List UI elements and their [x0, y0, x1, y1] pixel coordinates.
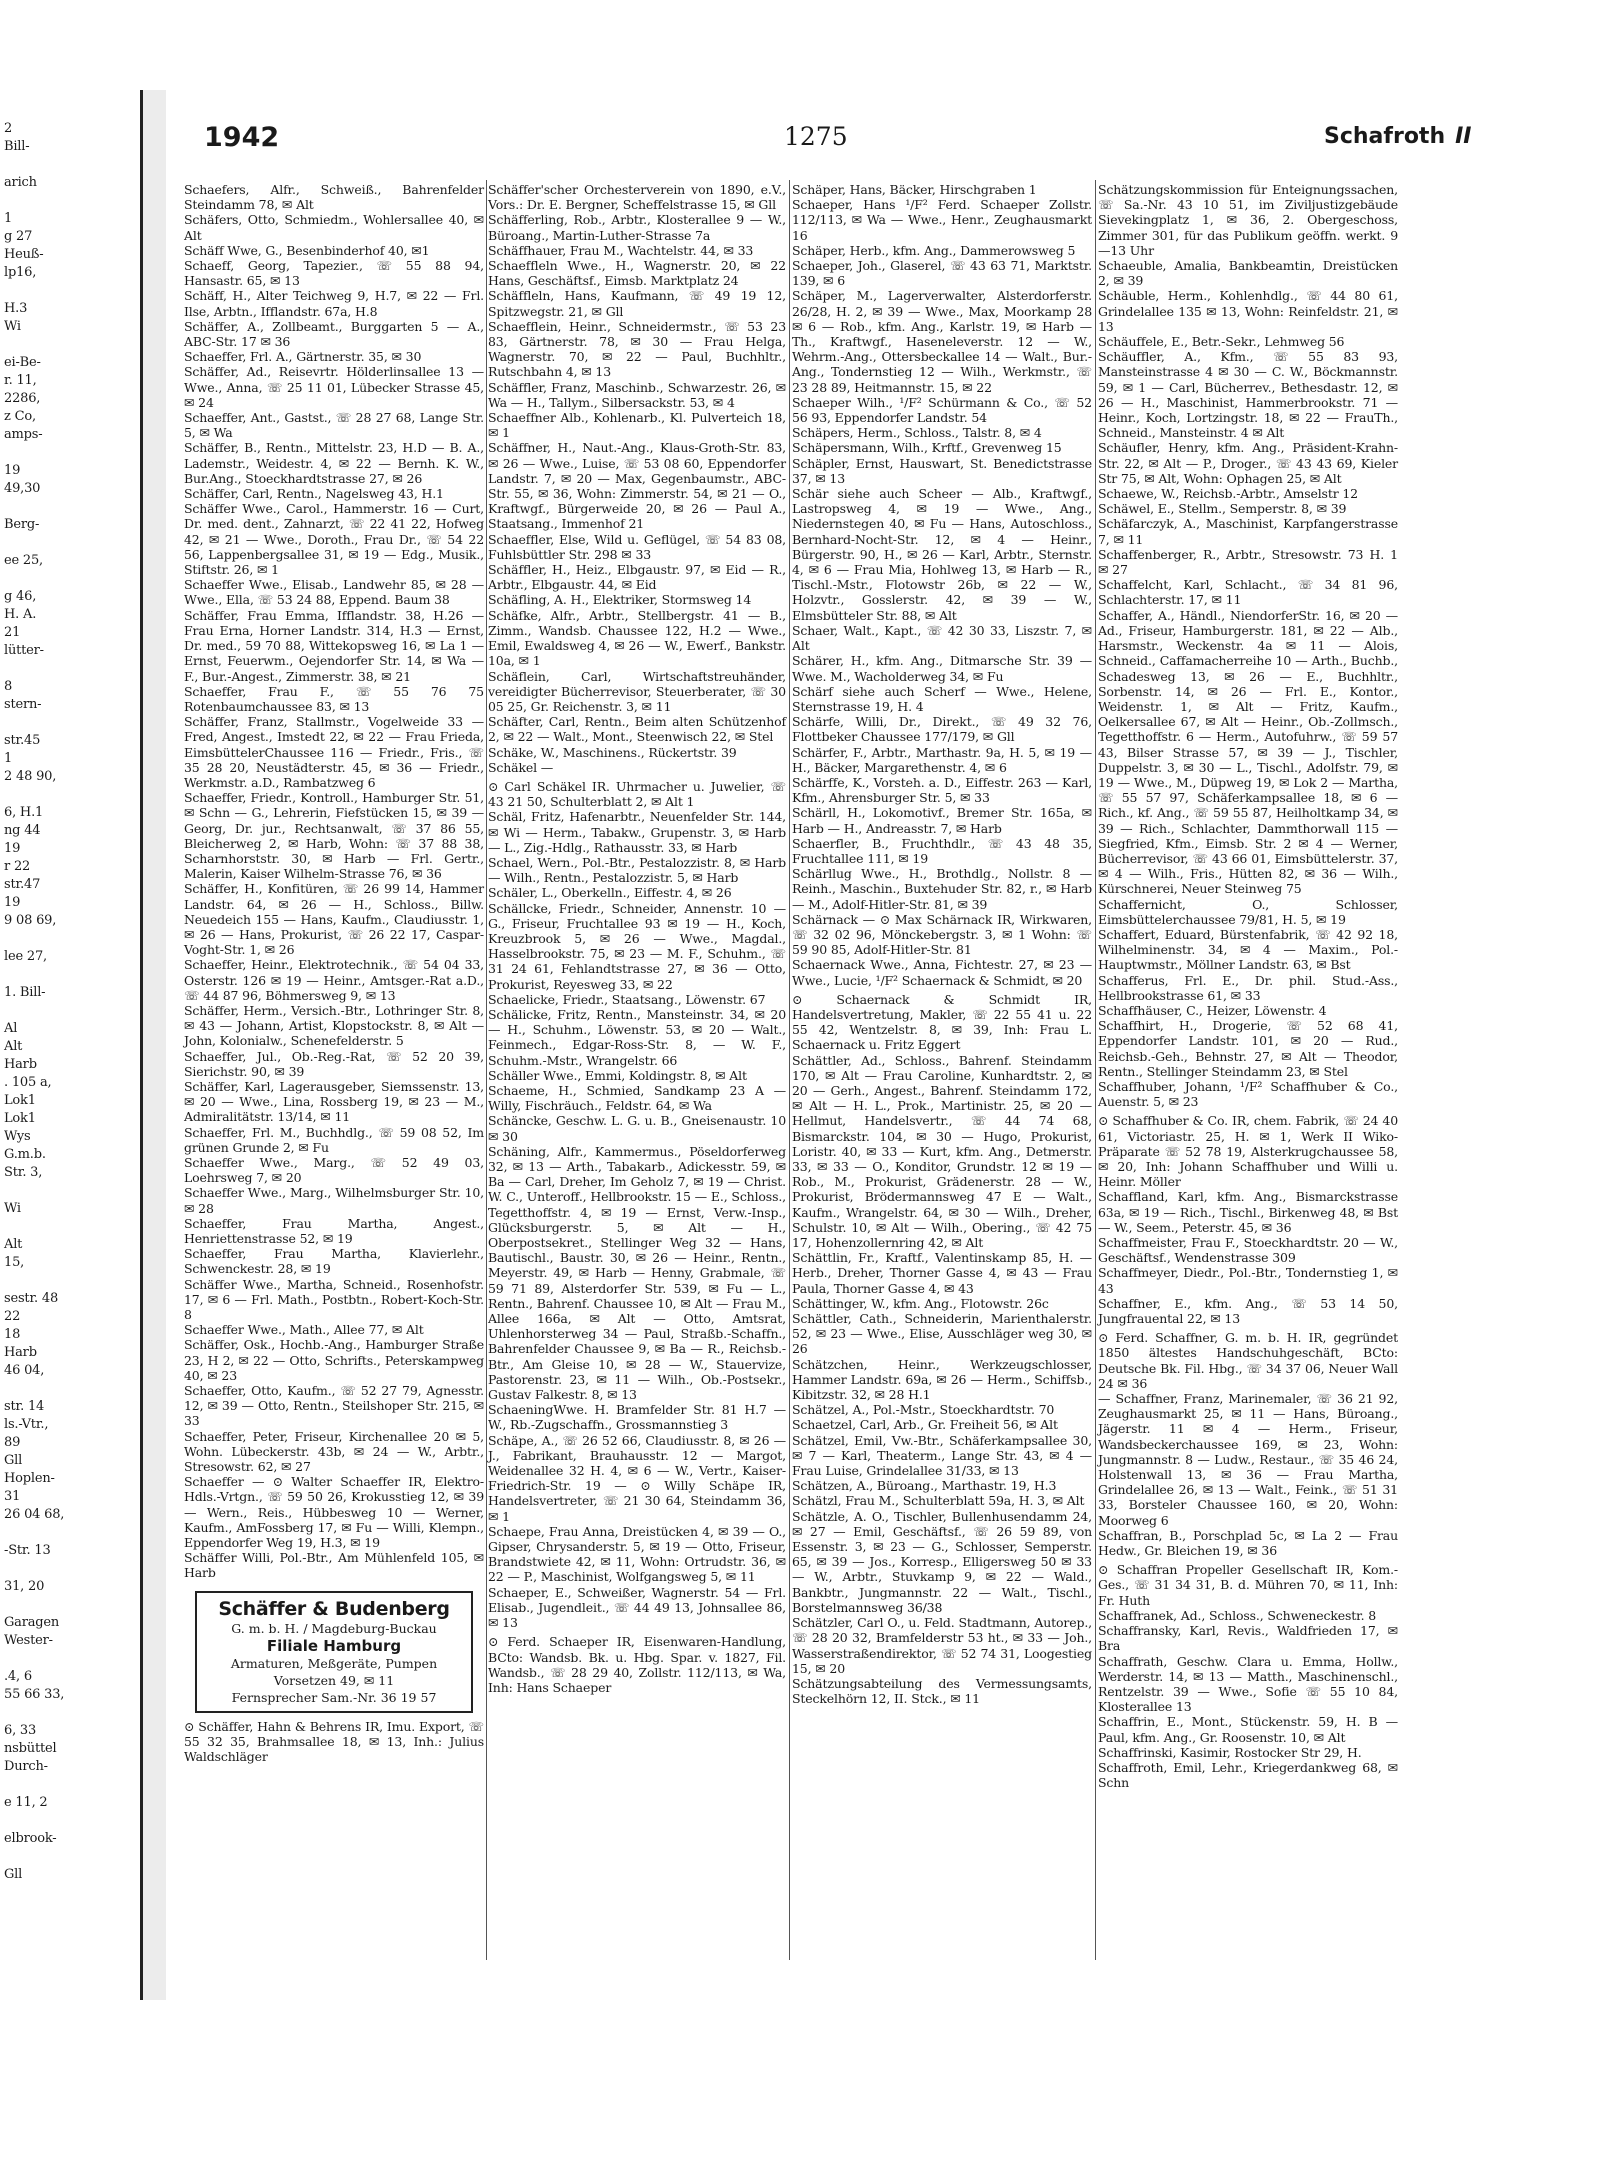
adjacent-page-line: 6, H.1 — [4, 805, 44, 820]
adjacent-page-line: 2 48 90, — [4, 769, 57, 784]
directory-entry: Schaffranek, Ad., Schloss., Schweneckestr. 8 — [1098, 1607, 1377, 1623]
running-head-name: Schafroth — [1324, 124, 1446, 149]
adjacent-page-line: g 27 — [4, 229, 33, 244]
adjacent-page-line: 22 — [4, 1309, 21, 1324]
directory-entry: Schaeffer, Heinr., Elektrotechnik., ☏ 54 04 33, Osterstr. 126 ✉ 19 — Heinr., Amtsger.-Rat a.D., ☏ 44 87 96, Böhmersweg 9, ✉ 13 — [184, 957, 484, 1003]
adjacent-page-line: e 11, 2 — [4, 1795, 48, 1810]
directory-entry: Schäfers, Otto, Schmiedm., Wohlersallee 40, ✉ Alt — [184, 212, 484, 243]
adjacent-page-line: str.45 — [4, 733, 41, 748]
directory-entry: Schäffer Wwe., Martha, Schneid., Rosenhofstr. 17, ✉ 6 — Frl. Math., Postbtn., Robert-Koch-Str. 8 — [184, 1276, 484, 1323]
directory-entry: Schäffer'scher Orchesterverein von 1890, e.V., Vors.: Dr. E. Bergner, Scheffelstrasse 15, ✉ Gll — [488, 182, 786, 213]
directory-entry: Schäffleln, Hans, Kaufmann, ☏ 49 19 12, Spitzwegstr. 21, ✉ Gll — [488, 288, 786, 319]
directory-entry: Schätzel, A., Pol.-Mstr., Stoeckhardtstr. 70 — [792, 1402, 1055, 1418]
adjacent-page-line: 19 — [4, 463, 21, 478]
directory-entry: Schäffer, Carl, Rentn., Nagelsweg 43, H.1 — [184, 486, 444, 502]
ad-title: Schäffer & Budenberg — [218, 1597, 450, 1620]
directory-entry: Schäffler, H., Heiz., Elbgaustr. 97, ✉ Eid — R., Arbtr., Elbgaustr. 44, ✉ Eid — [488, 562, 786, 593]
directory-entry: Schaeffer Wwe., Math., Allee 77, ✉ Alt — [184, 1322, 424, 1338]
directory-entry: Schäffer, A., Zollbeamt., Burggarten 5 — A., ABC-Str. 17 ✉ 36 — [184, 318, 484, 350]
directory-entry: Schaeffer, Frau Martha, Angest., Henriettenstrasse 52, ✉ 19 — [184, 1215, 484, 1247]
adjacent-page-line: Harb — [4, 1057, 37, 1072]
adjacent-page-line: H.3 — [4, 301, 28, 316]
directory-entry: ⊙ Schäffer, Hahn & Behrens IR, Imu. Export, ☏ 55 32 35, Brahmsallee 18, ✉ 13, Inh.: Julius Waldschläger — [184, 1718, 484, 1765]
directory-entry: Schäfke, Alfr., Arbtr., Stellbergstr. 41 — B., Zimm., Wandsb. Chaussee 122, H.2 — Wwe., Emil, Ewaldsweg 4, ✉ 26 — W., Ewerf., Bankstr. 10a, ✉ 1 — [488, 607, 786, 669]
adjacent-page-line: Bill- — [4, 139, 30, 154]
adjacent-page-line: Str. 3, — [4, 1165, 43, 1180]
directory-entry: Schärnack — ⊙ Max Schärnack IR, Wirkwaren, ☏ 32 02 96, Mönckebergstr. 3, ✉ 1 Wohn: ☏ 59 90 85, Adolf-Hitler-Str. 81 — [792, 911, 1092, 958]
directory-entry: Schaeper, E., Schweißer, Wagnerstr. 54 — Frl. Elisab., Jugendleit., ☏ 44 49 13, Johnsallee 86, ✉ 13 — [488, 1584, 786, 1631]
running-head-volume: II — [1455, 124, 1472, 149]
adjacent-page-line: Wi — [4, 319, 21, 334]
adjacent-page-line: ng 44 — [4, 823, 41, 838]
directory-entry: Schärer, H., kfm. Ang., Ditmarsche Str. 39 — Wwe. M., Wacholderweg 34, ✉ Fu — [792, 653, 1092, 684]
column-3 — [792, 182, 1092, 1962]
directory-entry: Schäpe, A., ☏ 26 52 66, Claudiusstr. 8, ✉ 26 — J., Fabrikant, Brauhausstr. 12 — Margot, Weidenallee 32 H. 4, ✉ 6 — W., Vertr., Kaiser-Friedrich-Str. 19 — ⊙ Willy Schäpe IR, Handelsvertreter, ☏ 21 30 64, Steindamm 36, ✉ 1 — [488, 1432, 786, 1524]
directory-entry: Schättler, Cath., Schneiderin, Marienthalerstr. 52, ✉ 23 — Wwe., Elise, Ausschläger weg 30, ✉ 26 — [792, 1311, 1092, 1357]
directory-entry: Schaeff, Georg, Tapezier., ☏ 55 88 94, Hansastr. 65, ✉ 13 — [184, 258, 484, 289]
adjacent-page-line: Alt — [4, 1039, 23, 1054]
directory-entry: Schaffland, Karl, kfm. Ang., Bismarckstrasse 63a, ✉ 19 — Rich., Tischl., Birkenweg 48, ✉ Bst — W., Seem., Peterstr. 45, ✉ 36 — [1098, 1189, 1398, 1235]
directory-entry: Schättler, Ad., Schloss., Bahrenf. Steindamm 170, ✉ Alt — Frau Caroline, Kunhardtstr. 2, ✉ 20 — Gerh., Angest., Bahrenf. Steindamm 172, ✉ Alt — H. L., Prok., Martinistr. 25, ✉ 20 — Hellmut, Handelsvertr., ☏ 44 74 68, Bismarckstr. 104, ✉ 30 — Hugo, Prokurist, Loristr. 40, ✉ 33 — Kurt, kfm. Ang., Detmerstr. 33, ✉ 33 — O., Konditor, Grundstr. 12 ✉ 19 — Rob., M., Prokurist, Grädenerstr. 28 — W., Prokurist, Brödermannsweg 47 E — Walt., Kaufm., Wrangelstr. 64, ✉ 30 — Wilh., Dreher, Schulstr. 10, ✉ Alt — Wilh., Obering., ☏ 42 75 17, Hohenzollernring 42, ✉ Alt — [792, 1052, 1092, 1251]
adjacent-page-line: elbrook- — [4, 1831, 57, 1846]
adjacent-page-line: 2 — [4, 121, 13, 136]
directory-entry: Schaernack Wwe., Anna, Fichtestr. 27, ✉ 23 — Wwe., Lucie, ¹/F² Schaernack & Schmidt, ✉ 20 — [792, 957, 1092, 988]
adjacent-page-line: Al — [4, 1021, 18, 1036]
directory-entry: Schärf siehe auch Scherf — Wwe., Helene, Sternstrasse 19, H. 4 — [792, 683, 1092, 714]
directory-entry: Schäpler, Ernst, Hauswart, St. Benedictstrasse 37, ✉ 13 — [792, 455, 1092, 486]
adjacent-page-line: Garagen — [4, 1615, 60, 1630]
adjacent-page-line: 31 — [4, 1489, 21, 1504]
directory-entry: Schätzchen, Heinr., Werkzeugschlosser, Hammer Landstr. 69a, ✉ 26 — Herm., Schiffsb., Kibitzstr. 32, ✉ 28 H.1 — [792, 1356, 1092, 1403]
directory-entry: Schaffer, A., Händl., NiendorferStr. 16, ✉ 20 — Ad., Friseur, Hamburgerstr. 181, ✉ 22 — Alb., Harsmstr., Weckenstr. 4a ✉ 11 — Alois, Schneid., Caffamacherreihe 10 — Arth., Buchb., Schadesweg 13, ✉ 26 — E., Buchhltr., Sorbenstr. 14, ✉ 26 — Frl. E., Kontor., Weidenstr. 1, ✉ Alt — Fritz, Kaufm., Oelkersallee 67, ✉ Alt — Heinr., Ob.-Zollmsch., Tegetthoffstr. 6 — Herm., Autofuhrw., ☏ 59 57 43, Bilser Strasse 57, ✉ 39 — J., Tischler, Duppelstr. 3, ✉ 30 — L., Tischl., Adolfstr. 79, ✉ 19 — Wwe., M., Düpweg 19, ✉ Lok 2 — Martha, ☏ 55 57 97, Schäferkampsallee 18, ✉ 6 — Rich., kf. Ang., ☏ 59 55 87, Heilholtkamp 34, ✉ 39 — Rich., Schlachter, Dammthorwall 115 — Siegfried, Kfm., Eimsb. Str. 2 ✉ 4 — Werner, Bücherrevisor, ☏ 43 66 01, Eimsbüttelerstr. 37, ✉ 4 — Wilh., Fris., Hütten 82, ✉ 36 — Wilh., Kürschnerei, Neuer Steinweg 75 — [1098, 607, 1398, 897]
adjacent-page-line: ee 25, — [4, 553, 43, 568]
adjacent-page-line: 55 66 33, — [4, 1687, 65, 1702]
directory-entry: Schaffrath, Geschw. Clara u. Emma, Hollw., Werderstr. 14, ✉ 13 — Matth., Maschinenschl., Rentzelstr. 39 — Wwe., Sofie ☏ 55 10 84, Klosterallee 13 — [1098, 1653, 1398, 1715]
adjacent-page-line: 1 — [4, 751, 13, 766]
directory-entry: Schaffenberger, R., Arbtr., Stresowstr. 73 H. 1 ✉ 27 — [1098, 546, 1398, 578]
adjacent-page-line: Gll — [4, 1867, 23, 1882]
directory-entry: Schäffer Wwe., Carol., Hammerstr. 16 — Curt, Dr. med. dent., Zahnarzt, ☏ 22 41 22, Hofweg 42, ✉ 21 — Wwe., Doroth., Frau Dr., ☏ 54 22 56, Lappenbergsallee 31, ✉ 19 — Edg., Musik., Stiftstr. 26, ✉ 1 — [184, 501, 484, 578]
directory-entry: Schätzen, A., Büroang., Marthastr. 19, H.3 — [792, 1478, 1057, 1494]
directory-entry: Schaeffer, Otto, Kaufm., ☏ 52 27 79, Agnesstr. 12, ✉ 39 — Otto, Rentn., Steilshoper Str. 215, ✉ 33 — [184, 1383, 484, 1429]
adjacent-page-line: sestr. 48 — [4, 1291, 59, 1306]
directory-entry: Schaeuble, Amalia, Bankbeamtin, Dreistücken 2, ✉ 39 — [1098, 258, 1398, 289]
directory-entry: Schäffer, H., Konfitüren, ☏ 26 99 14, Hammer Landstr. 64, ✉ 26 — H., Schloss., Billw. Neuedeich 155 — Hans, Kaufm., Claudiusstr. 1, ✉ 26 — Hans, Prokurist, ☏ 26 22 17, Caspar-Voght-Str. 1, ✉ 26 — [184, 881, 484, 958]
directory-entry: Schaffrinski, Kasimir, Rostocker Str 29, H. — [1098, 1744, 1362, 1760]
adjacent-page-line: Heuß- — [4, 247, 44, 262]
directory-entry: Schaeffer Wwe., Elisab., Landwehr 85, ✉ 28 — Wwe., Ella, ☏ 53 24 88, Eppend. Baum 38 — [184, 577, 484, 608]
directory-entry: Schaeffer, Frau F., ☏ 55 76 75 Rotenbaumchaussee 83, ✉ 13 — [184, 683, 484, 714]
adjacent-page-line: 19 — [4, 841, 21, 856]
directory-entry: Schaffhäuser, C., Heizer, Löwenstr. 4 — [1098, 1002, 1327, 1018]
adjacent-page-line: 21 — [4, 625, 21, 640]
directory-entry: Schäfarczyk, A., Maschinist, Karpfangerstrasse 7, ✉ 11 — [1098, 516, 1398, 547]
directory-entry: Schaeffer — ⊙ Walter Schaeffer IR, Elektro-Hdls.-Vrtgn., ☏ 59 50 26, Krokusstieg 12, ✉ 39 — Wern., Reis., Hübbesweg 10 — Werner, Kaufm., AmFossberg 17, ✉ Fu — Willi, Klempn., Eppendorfer Weg 19, H.3, ✉ 19 — [184, 1474, 484, 1551]
directory-entry: Schäkel — — [488, 759, 554, 775]
directory-entry: Schaewe, W., Reichsb.-Arbtr., Amselstr 12 — [1098, 486, 1358, 502]
directory-entry: Schaffert, Eduard, Bürstenfabrik, ☏ 42 92 18, Wilhelminenstr. 34, ✉ 4 — Maxim., Pol.-Hauptwmstr., Möllner Landstr. 63, ✉ Bst — [1098, 926, 1398, 973]
adjacent-page-line: str. 14 — [4, 1399, 45, 1414]
directory-entry: ⊙ Schaffhuber & Co. IR, chem. Fabrik, ☏ 24 40 61, Victoriastr. 25, H. ✉ 1, Werk II Wiko-Präparate ☏ 52 78 19, Alsterkrugchaussee 58, ✉ 20, Inh: Johann Schaffhuber und Willi u. Heinr. Möller — [1098, 1113, 1398, 1190]
directory-entry: Schärll, H., Lokomotivf., Bremer Str. 165a, ✉ Harb — H., Andreasstr. 7, ✉ Harb — [792, 805, 1092, 836]
adjacent-page-line: G.m.b. — [4, 1147, 46, 1162]
directory-entry: Schaffelcht, Karl, Schlacht., ☏ 34 81 96, Schlachterstr. 17, ✉ 11 — [1098, 577, 1398, 608]
adjacent-page-line: -Str. 13 — [4, 1543, 51, 1558]
adjacent-page-line: arich — [4, 175, 37, 190]
directory-entry: Schäffer, Herm., Versich.-Btr., Lothringer Str. 8, ✉ 43 — Johann, Artist, Klopstockstr. 8, ✉ Alt — John, Kolonialw., Schenefelderstr. 5 — [184, 1002, 484, 1049]
directory-entry: Schaeffler, Else, Wild u. Geflügel, ☏ 54 83 08, Fuhlsbüttler Str. 298 ✉ 33 — [488, 531, 786, 562]
directory-entry: Schärfer, F., Arbtr., Marthastr. 9a, H. 5, ✉ 19 — H., Bäcker, Margarethenstr. 4, ✉ 6 — [792, 744, 1092, 775]
directory-entry: Schaeme, H., Schmied, Sandkamp 23 A — Willy, Fischräuch., Feldstr. 64, ✉ Wa — [488, 1082, 786, 1114]
adjacent-page-line: 31, 20 — [4, 1579, 45, 1594]
directory-entry: Schaffran, B., Porschplad 5c, ✉ La 2 — Frau Hedw., Gr. Bleichen 19, ✉ 36 — [1098, 1527, 1398, 1559]
directory-entry: Schätzungskommission für Enteignungssachen, ☏ Sa.-Nr. 43 10 51, im Ziviljustizgebäude Sievekingplatz 1, ✉ 36, 2. Obergeschoss, Zimmer 301, für das Publikum geöffn. werkt. 9—13 Uhr — [1098, 182, 1398, 258]
directory-entry: Schätzle, A. O., Tischler, Bullenhusendamm 24, ✉ 27 — Emil, Geschäftsf., ☏ 26 59 89, von Essenstr. 3, ✉ 23 — G., Schlosser, Semperstr. 65, ✉ 39 — Jos., Korresp., Elligersweg 50 ✉ 33 — W., Arbtr., Stuvkamp 9, ✉ 22 — Wald., Bankbtr., Jungmannstr. 22 — Walt., Tischl., Borstelmannsweg 36/38 — [792, 1508, 1092, 1615]
adjacent-page-line: Durch- — [4, 1759, 48, 1774]
adjacent-page-line: 19 — [4, 895, 21, 910]
adjacent-page-line: ls.-Vtr., — [4, 1417, 49, 1432]
column-entries — [184, 182, 484, 1581]
header-year: 1942 — [204, 122, 280, 153]
directory-entry: Schaffransky, Karl, Revis., Waldfrieden 17, ✉ Bra — [1098, 1623, 1398, 1654]
directory-entry: Schäper, M., Lagerverwalter, Alsterdorferstr. 26/28, H. 2, ✉ 39 — Wwe., Max, Moorkamp 28 ✉ 6 — Rob., kfm. Ang., Karlstr. 19, ✉ Harb — Th., Kraftwgf., Haseneleverstr. 12 — W., Wehrm.-Ang., Ottersbeckallee 14 — Walt., Bur.-Ang., Tondernstieg 12 — Wilh., Werkmstr., ☏ 23 28 89, Heitmannstr. 15, ✉ 22 — [792, 288, 1092, 395]
directory-entry: Schaffmeyer, Diedr., Pol.-Btr., Tondernstieg 1, ✉ 43 — [1098, 1265, 1398, 1296]
adjacent-page-line: 9 08 69, — [4, 913, 57, 928]
adjacent-page-line: 15, — [4, 1255, 25, 1270]
adjacent-page-line: 6, 33 — [4, 1723, 37, 1738]
adjacent-page-line: lütter- — [4, 643, 44, 658]
column-tail — [184, 1719, 484, 1765]
directory-entry: Schär siehe auch Scheer — Alb., Kraftwgf., Lastropsweg 4, ✉ 19 — Wwe., Ang., Niedernstegen 40, ✉ Fu — Hans, Autoschloss., Bernhard-Nocht-Str. 12, ✉ 4 — Heinr., Bürgerstr. 90, H., ✉ 26 — Karl, Arbtr., Sternstr. 4, ✉ 6 — Frau Mia, Hohlweg 13, ✉ Harb — R., Tischl.-Mstr., Flotowstr 26b, ✉ 22 — W., Holzvtr., Gosslerstr. 42, ✉ 39 — W., Elmsbütteler Str. 88, ✉ Alt — [792, 486, 1092, 623]
directory-entry: Schaeffleln Wwe., H., Wagnerstr. 20, ✉ 22 Hans, Geschäftsf., Eimsb. Marktplatz 24 — [488, 258, 786, 289]
directory-entry: Schärffe, K., Vorsteh. a. D., Eiffestr. 263 — Karl, Kfm., Ahrensburger Str. 5, ✉ 33 — [792, 774, 1092, 806]
directory-entry: Schael, Wern., Pol.-Btr., Pestalozzistr. 8, ✉ Harb — Wilh., Rentn., Pestalozzistr. 5, ✉ Harb — [488, 854, 786, 886]
directory-entry: Schäflein, Carl, Wirtschaftstreuhänder, vereidigter Bücherrevisor, Steuerberater, ☏ 30 05 25, Gr. Reichenstr. 3, ✉ 11 — [488, 668, 786, 714]
column-2 — [488, 182, 786, 1962]
directory-entry: ⊙ Carl Schäkel IR. Uhrmacher u. Juwelier, ☏ 43 21 50, Schulterblatt 2, ✉ Alt 1 — [488, 778, 786, 810]
directory-entry: Schäffler, Franz, Maschinb., Schwarzestr. 26, ✉ Wa — H., Tallym., Silbersackstr. 53, ✉ 4 — [488, 379, 786, 410]
directory-entry: Schätzel, Emil, Vw.-Btr., Schäferkampsallee 30, ✉ 7 — Karl, Theaterm., Lange Str. 43, ✉ 4 — Frau Luise, Grindelallee 31/33, ✉ 13 — [792, 1432, 1092, 1479]
directory-entry: Schäning, Alfr., Kammermus., Pöseldorferweg 32, ✉ 13 — Arth., Tabakarb., Adickesstr. 59, ✉ Ba — Carl, Dreher, Im Geholz 7, ✉ 19 — Christ. W. C., Unteroff., Hellbrookstr. 15 — E., Schloss., Tegetthoffstr. 4, ✉ 19 — Ernst, Verw.-Insp., Glücksburgerstr. 5, ✉ Alt — H., Oberpostsekret., Stellinger Weg 32 — Hans, Bautischl., Baustr. 30, ✉ 26 — Heinr., Rentn., Meyerstr. 49, ✉ Harb — Henny, Grabmale, ☏ 59 71 89, Alsterdorfer Str. 539, ✉ Fu — L., Rentn., Bahrenf. Chaussee 10, ✉ Alt — Frau M., Allee 166a, ✉ Alt — Otto, Amtsrat, Uhlenhorsterweg 34 — Paul, Straßb.-Schaffn., Bahrenfelder Chaussee 9, ✉ Ba — R., Reichsb.-Btr., Am Gleise 10, ✉ 28 — W., Stauervize, Pastorenstr. 23, ✉ 11 — Wilh., Ob.-Postsekr., Gustav Falkestr. 8, ✉ 13 — [488, 1143, 786, 1403]
adjacent-page-line: Wester- — [4, 1633, 53, 1648]
directory-entry: Schäff, H., Alter Teichweg 9, H.7, ✉ 22 — Frl. Ilse, Arbtn., Ifflandstr. 67a, H.8 — [184, 288, 484, 319]
directory-entry: Schaefers, Alfr., Schweiß., Bahrenfelder Steindamm 78, ✉ Alt — [184, 182, 484, 213]
adjacent-page-line: 89 — [4, 1435, 21, 1450]
column-4 — [1098, 182, 1398, 1962]
ad-line: Filiale Hamburg — [266, 1636, 402, 1655]
adjacent-page-line: lee 27, — [4, 949, 47, 964]
directory-entry: Schäffer, Karl, Lagerausgeber, Siemssenstr. 13, ✉ 20 — Wwe., Lina, Rossberg 19, ✉ 23 — M., Admiralitätstr. 13/14, ✉ 11 — [184, 1078, 484, 1125]
adjacent-page-line: Gll — [4, 1453, 23, 1468]
directory-entry: Schaffroth, Emil, Lehr., Kriegerdankweg 68, ✉ Schn — [1098, 1759, 1398, 1791]
adjacent-page-line: lp16, — [4, 265, 37, 280]
adjacent-page-line: g 46, — [4, 589, 37, 604]
directory-entry: Schaffhuber, Johann, ¹/F² Schaffhuber & Co., Auenstr. 5, ✉ 23 — [1098, 1078, 1398, 1110]
directory-page — [166, 90, 1520, 2000]
directory-entry: Schaeffer, Frl. M., Buchhdlg., ☏ 59 08 52, Im grünen Grunde 2, ✉ Fu — [184, 1124, 484, 1155]
directory-entry: Schäwel, E., Stellm., Semperstr. 8, ✉ 39 — [1098, 501, 1347, 517]
directory-entry: Schafferus, Frl. E., Dr. phil. Stud.-Ass., Hellbrookstrasse 61, ✉ 33 — [1098, 972, 1398, 1003]
directory-entry: — Schaffner, Franz, Marinemaler, ☏ 36 21 92, Zeughausmarkt 25, ✉ 11 — Hans, Büroang., Jägerstr. 11 ✉ 4 — Herm., Friseur, Wandsbeckerchaussee 169, ✉ 23, Wohn: Jungmannstr. 8 — Ludw., Restaur., ☏ 35 46 24, Holstenwall 13, ✉ 36 — Frau Martha, Grindelallee 26, ✉ 13 — Walt., Feink., ☏ 51 31 33, Borsteler Chaussee 160, ✉ 20, Wohn: Moorweg 6 — [1098, 1391, 1398, 1528]
directory-entry: Schäfferling, Rob., Arbtr., Klosterallee 9 — W., Büroang., Martin-Luther-Strasse 7a — [488, 212, 786, 243]
directory-entry: Schaelicke, Friedr., Staatsang., Löwenstr. 67 — [488, 991, 766, 1007]
scan-margin — [1520, 90, 1600, 2000]
advertisement-box — [195, 1591, 473, 1713]
directory-entry: Schäffer Willi, Pol.-Btr., Am Mühlenfeld 105, ✉ Harb — [184, 1550, 484, 1581]
adjacent-page-line: Wi — [4, 1201, 21, 1216]
directory-entry: Schättinger, W., kfm. Ang., Flotowstr. 26c — [792, 1295, 1049, 1311]
directory-entry: ⊙ Schaernack & Schmidt IR, Handelsvertretung, Makler, ☏ 22 55 41 u. 22 55 42, Wentzelstr. 8, ✉ 39, Inh: Frau L. Schaernack u. Fritz Eggert — [792, 991, 1092, 1053]
directory-entry: Schaeper Wilh., ¹/F² Schürmann & Co., ☏ 52 56 93, Eppendorfer Landstr. 54 — [792, 394, 1092, 426]
adjacent-page-line: stern- — [4, 697, 42, 712]
ad-line: Vorsetzen 49, ✉ 11 — [273, 1672, 395, 1688]
directory-entry: Schaerfler, B., Fruchthdlr., ☏ 43 48 35, Fruchtallee 111, ✉ 19 — [792, 835, 1092, 866]
adjacent-page-line: Berg- — [4, 517, 40, 532]
directory-entry: Schäffer, Osk., Hochb.-Ang., Hamburger Straße 23, H 2, ✉ 22 — Otto, Schrifts., Peterskampweg 40, ✉ 23 — [184, 1337, 484, 1383]
directory-entry: Schätzler, Carl O., u. Feld. Stadtmann, Autorep., ☏ 28 20 32, Bramfelderstr 53 ht., ✉ 33 — Joh., Wasserstraßendirektor, ☏ 52 74 31, Loogestieg 15, ✉ 20 — [792, 1615, 1092, 1676]
adjacent-page-line: . 105 a, — [4, 1075, 52, 1090]
adjacent-page-line: Alt — [4, 1237, 23, 1252]
adjacent-page-line: Lok1 — [4, 1093, 36, 1108]
adjacent-page-line: 46 04, — [4, 1363, 45, 1378]
adjacent-page-line: ei-Be- — [4, 355, 41, 370]
directory-entry: Schaeffer, Ant., Gastst., ☏ 28 27 68, Lange Str. 5, ✉ Wa — [184, 410, 484, 441]
directory-entry: Schätzl, Frau M., Schulterblatt 59a, H. 3, ✉ Alt — [792, 1493, 1085, 1509]
directory-entry: Schaefflein, Heinr., Schneidermstr., ☏ 53 23 83, Gärtnerstr. 78, ✉ 30 — Frau Helga, Wagnerstr. 70, ✉ 22 — Paul, Buchhltr., Rutschbahn 4, ✉ 13 — [488, 318, 786, 380]
directory-entry: Schäpersmann, Wilh., Krftf., Grevenweg 15 — [792, 440, 1062, 456]
ad-line: Fernsprecher Sam.-Nr. 36 19 57 — [231, 1689, 437, 1705]
directory-entry: Schaeffer, Jul., Ob.-Reg.-Rat, ☏ 52 20 39, Sierichstr. 90, ✉ 39 — [184, 1048, 484, 1079]
directory-entry: Schaeffer, Friedr., Kontroll., Hamburger Str. 51, ✉ Schn — G., Lehrerin, Fiefstücken 15, ✉ 39 — Georg, Dr. jur., Rechtsanwalt, ☏ 37 86 55, Bleicherweg 2, ✉ Harb, Wohn: ☏ 37 88 38, Scharnhorststr. 30, ✉ Harb — Frl. Gertr., Malerin, Kaiser Wilhelm-Strasse 76, ✉ 36 — [184, 790, 484, 882]
directory-entry: Schäffhauer, Frau M., Wachtelstr. 44, ✉ 33 — [488, 242, 754, 258]
directory-entry: Schäffer, Frau Emma, Ifflandstr. 38, H.26 — Frau Erna, Horner Landstr. 314, H.3 — Ernst, Dr. med., 59 70 88, Wittekopsweg 16, ✉ La 1 — Ernst, Feuerwm., Oejendorfer Str. 14, ✉ Wa — F., Bur.-Angest., Zimmerstr. 38, ✉ 21 — [184, 607, 484, 684]
directory-entry: Schäper, Herb., kfm. Ang., Dammerowsweg 5 — [792, 242, 1076, 258]
directory-entry: Schaffhirt, H., Drogerie, ☏ 52 68 41, Eppendorfer Landstr. 101, ✉ 20 — Rud., Reichsb.-Geh., Behnstr. 27, ✉ Alt — Theodor, Rentn., Stellinger Steindamm 23, ✉ Stel — [1098, 1018, 1398, 1079]
directory-entry: ⊙ Schaffran Propeller Gesellschaft IR, Kom.-Ges., ☏ 31 34 31, B. d. Mühren 70, ✉ 11, Inh: Fr. Huth — [1098, 1562, 1398, 1608]
directory-entry: Schättlin, Fr., Kraftf., Valentinskamp 85, H. — Herb., Dreher, Thorner Gasse 4, ✉ 43 — Frau Paula, Thorner Gasse 4, ✉ 43 — [792, 1250, 1092, 1296]
ad-line: G. m. b. H. / Magdeburg-Buckau — [231, 1620, 437, 1636]
column-rule — [486, 180, 487, 1960]
directory-entry: Schäler, L., Oberkelln., Eiffestr. 4, ✉ 26 — [488, 885, 732, 901]
directory-entry: Schaeper, Hans ¹/F² Ferd. Schaeper Zollstr. 112/113, ✉ Wa — Wwe., Henr., Zeughausmarkt 16 — [792, 197, 1092, 243]
column-rule — [1095, 180, 1096, 1960]
directory-entry: Schaffrin, E., Mont., Stückenstr. 59, H. B — Paul, kfm. Ang., Gr. Roosenstr. 10, ✉ Alt — [1098, 1714, 1398, 1745]
directory-entry: Schaeffner Alb., Kohlenarb., Kl. Pulverteich 18, ✉ 1 — [488, 410, 786, 441]
directory-entry: Schaepe, Frau Anna, Dreistücken 4, ✉ 39 — O., Gipser, Chrysanderstr. 5, ✉ 19 — Otto, Friseur, Brandstwiete 42, ✉ 11, Wohn: Ortrudstr. 36, ✉ 22 — P., Maschinist, Wolfgangsweg 5, ✉ 11 — [488, 1523, 786, 1585]
adjacent-page-line: Harb — [4, 1345, 37, 1360]
directory-entry: Schälicke, Fritz, Rentn., Mansteinstr. 34, ✉ 20 — H., Schuhm., Löwenstr. 53, ✉ 20 — Walt., Feinmech., Edgar-Ross-Str. 8, — W. F., Schuhm.-Mstr., Wrangelstr. 66 — [488, 1006, 786, 1068]
adjacent-page-line: 8 — [4, 679, 13, 694]
adjacent-page-line: Wys — [4, 1129, 31, 1144]
column-entries — [1098, 182, 1398, 1790]
adjacent-page-line: 2286, — [4, 391, 41, 406]
adjacent-page-line: H. A. — [4, 607, 37, 622]
column-1 — [184, 182, 484, 1962]
adjacent-page-line: z Co, — [4, 409, 36, 424]
adjacent-page-line: nsbüttel — [4, 1741, 57, 1756]
directory-entry: Schäuffele, E., Betr.-Sekr., Lehmweg 56 — [1098, 334, 1345, 350]
directory-entry: Schaffmeister, Frau F., Stoeckhardtstr. 20 — W., Geschäftsf., Wendenstrasse 309 — [1098, 1235, 1398, 1266]
adjacent-page-line: .4, 6 — [4, 1669, 32, 1684]
directory-entry: Schäl, Fritz, Hafenarbtr., Neuenfelder Str. 144, ✉ Wi — Herm., Tabakw., Grupenstr. 3, ✉ Harb — L., Zig.-Hdlg., Rathausstr. 33, ✉ Harb — [488, 809, 786, 855]
directory-entry: Schärllug Wwe., H., Brothdlg., Nollstr. 8 — Reinh., Maschin., Buxtehuder Str. 82, r., ✉ Harb — M., Adolf-Hitler-Str. 81, ✉ 39 — [792, 866, 1092, 912]
header-running-head — [1324, 124, 1471, 149]
adjacent-page-line: 1. Bill- — [4, 985, 46, 1000]
directory-entry: Schaffernicht, O., Schlosser, Eimsbüttelerchaussee 79/81, H. 5, ✉ 19 — [1098, 896, 1398, 927]
column-rule — [789, 180, 790, 1960]
adjacent-page-line: 18 — [4, 1327, 21, 1342]
directory-entry: Schäper, Hans, Bäcker, Hirschgraben 1 — [792, 182, 1037, 197]
directory-entry: Schaetzel, Carl, Arb., Gr. Freiheit 56, ✉ Alt — [792, 1417, 1058, 1433]
directory-entry: Schäller Wwe., Emmi, Koldingstr. 8, ✉ Alt — [488, 1067, 747, 1083]
directory-entry: Schäuble, Herm., Kohlenhdlg., ☏ 44 80 61, Grindelallee 135 ✉ 13, Wohn: Reinfeldstr. 21, ✉ 13 — [1098, 288, 1398, 334]
directory-entry: Schäffer, Ad., Reisevrtr. Hölderlinsallee 13 — Wwe., Anna, ☏ 25 11 01, Lübecker Strasse 45, ✉ 24 — [184, 364, 484, 410]
directory-entry: Schaeffer, Peter, Friseur, Kirchenallee 20 ✉ 5, Wohn. Lübeckerstr. 43b, ✉ 24 — W., Arbtr., Stresowstr. 62, ✉ 27 — [184, 1428, 484, 1475]
directory-entry: Schäffner, H., Naut.-Ang., Klaus-Groth-Str. 83, ✉ 26 — Wwe., Luise, ☏ 53 08 60, Eppendorfer Landstr. 7, ✉ 20 — Max, Gegenbaumstr., ABC-Str. 55, ✉ 36, Wohn: Zimmerstr. 54, ✉ 21 — O., Kraftwgf., Bürgerweide 20, ✉ 26 — Paul A., Staatsang., Immenhof 21 — [488, 440, 786, 532]
ad-line: Armaturen, Meßgeräte, Pumpen — [230, 1655, 438, 1671]
directory-entry: Schäffer, B., Rentn., Mittelstr. 23, H.D — B. A., Lademstr., Weidestr. 4, ✉ 22 — Bernh. K. W., Bur.Ang., Stoeckhardtstrasse 27, ✉ 26 — [184, 440, 484, 486]
directory-entry: Schäfling, A. H., Elektriker, Stormsweg 14 — [488, 592, 752, 608]
directory-entry: SchaeningWwe. H. Bramfelder Str. 81 H.7 — W., Rb.-Zugschaffn., Grossmannstieg 3 — [488, 1402, 786, 1433]
adjacent-page-line: 1 — [4, 211, 13, 226]
directory-entry: Schäke, W., Maschinens., Rückertstr. 39 — [488, 744, 737, 760]
directory-entry: Schaer, Walt., Kapt., ☏ 42 30 33, Liszstr. 7, ✉ Alt — [792, 622, 1092, 654]
adjacent-page-line: r 22 — [4, 859, 31, 874]
directory-entry: Schärfe, Willi, Dr., Direkt., ☏ 49 32 76, Flottbeker Chaussee 177/179, ✉ Gll — [792, 714, 1092, 745]
directory-entry: Schaeffer Wwe., Marg., Wilhelmsburger Str. 10, ✉ 28 — [184, 1185, 484, 1216]
directory-entry: Schäncke, Geschw. L. G. u. B., Gneisenaustr. 10 ✉ 30 — [488, 1113, 786, 1144]
directory-entry: Schaeffer Wwe., Marg., ☏ 52 49 03, Loehrsweg 7, ✉ 20 — [184, 1155, 484, 1186]
directory-entry: ⊙ Ferd. Schaffner, G. m. b. H. IR, gegründet 1850 ältestes Handschuhgeschäft, BCto: Deutsche Bk. Fil. Hbg., ☏ 34 37 06, Neuer Wall 24 ✉ 36 — [1098, 1330, 1398, 1391]
directory-entry: Schäpers, Herm., Schloss., Talstr. 8, ✉ 4 — [792, 425, 1042, 441]
directory-entry: Schäffer, Franz, Stallmstr., Vogelweide 33 — Fred, Angest., Imstedt 22, ✉ 22 — Frau Frieda, EimsbüttelerChaussee 116 — Friedr., Fris., ☏ 35 28 20, Neustädterstr. 45, ✉ 36 — Friedr., Werkmstr. a.D., Rambatzweg 6 — [184, 714, 484, 790]
page-header — [204, 122, 1524, 162]
directory-entry: Schätzungsabteilung des Vermessungsamts, Steckelhörn 12, II. Stck., ✉ 11 — [792, 1675, 1092, 1707]
directory-entry: Schäufler, Henry, kfm. Ang., Präsident-Krahn-Str. 22, ✉ Alt — P., Droger., ☏ 43 43 69, Kieler Str 75, ✉ Alt, Wohn: Ophagen 25, ✉ Alt — [1098, 440, 1398, 486]
adjacent-page-fragment — [0, 90, 140, 1960]
page-gutter — [140, 90, 169, 2000]
directory-entry: Schaeper, Joh., Glaserel, ☏ 43 63 71, Marktstr. 139, ✉ 6 — [792, 258, 1092, 289]
directory-entry: Schäff Wwe, G., Besenbinderhof 40, ✉1 — [184, 242, 430, 258]
adjacent-page-line: amps- — [4, 427, 43, 442]
directory-entry: Schaeffer, Frl. A., Gärtnerstr. 35, ✉ 30 — [184, 349, 422, 365]
directory-entry: ⊙ Ferd. Schaeper IR, Eisenwaren-Handlung, BCto: Wandsb. Bk. u. Hbg. Spar. v. 1827, Fil. Wandsb., ☏ 28 29 40, Zollstr. 112/113, ✉ Wa, Inh: Hans Schaeper — [488, 1634, 786, 1695]
adjacent-page-line: 49,30 — [4, 481, 41, 496]
directory-entry: Schaeffer, Frau Martha, Klavierlehr., Schwenckestr. 28, ✉ 19 — [184, 1246, 484, 1277]
adjacent-page-line: str.47 — [4, 877, 41, 892]
directory-entry: Schäfter, Carl, Rentn., Beim alten Schützenhof 2, ✉ 22 — Walt., Mont., Steenwisch 22, ✉ Stel — [488, 714, 786, 745]
adjacent-page-line: 26 04 68, — [4, 1507, 65, 1522]
adjacent-page-line: Lok1 — [4, 1111, 36, 1126]
directory-entry: Schällcke, Friedr., Schneider, Annenstr. 10 — G., Friseur, Fruchtallee 93 ✉ 19 — H., Koch, Kreuzbrook 5, ✉ 26 — Wwe., Magdal., Hasselbrookstr. 75, ✉ 23 — M. F., Schuhm., ☏ 31 24 61, Fehlandtstrasse 27, ✉ 36 — Otto, Prokurist, Reyesweg 33, ✉ 22 — [488, 900, 786, 992]
adjacent-page-line: Hoplen- — [4, 1471, 55, 1486]
column-entries — [488, 182, 786, 1695]
directory-entry: Schäuffler, A., Kfm., ☏ 55 83 93, Mansteinstrasse 4 ✉ 30 — C. W., Böckmannstr. 59, ✉ 1 — Carl, Bücherrev., Bethesdastr. 12, ✉ 26 — H., Maschinist, Hammerbrookstr. 71 — Heinr., Koch, Lortzingstr. 18, ✉ 22 — FrauTh., Schneid., Mansteinstr. 4 ✉ Alt — [1098, 349, 1398, 441]
column-entries — [792, 182, 1092, 1706]
directory-entry: Schaffner, E., kfm. Ang., ☏ 53 14 50, Jungfrauental 22, ✉ 13 — [1098, 1295, 1398, 1327]
header-page-number: 1275 — [784, 122, 848, 151]
adjacent-page-line: r. 11, — [4, 373, 37, 388]
